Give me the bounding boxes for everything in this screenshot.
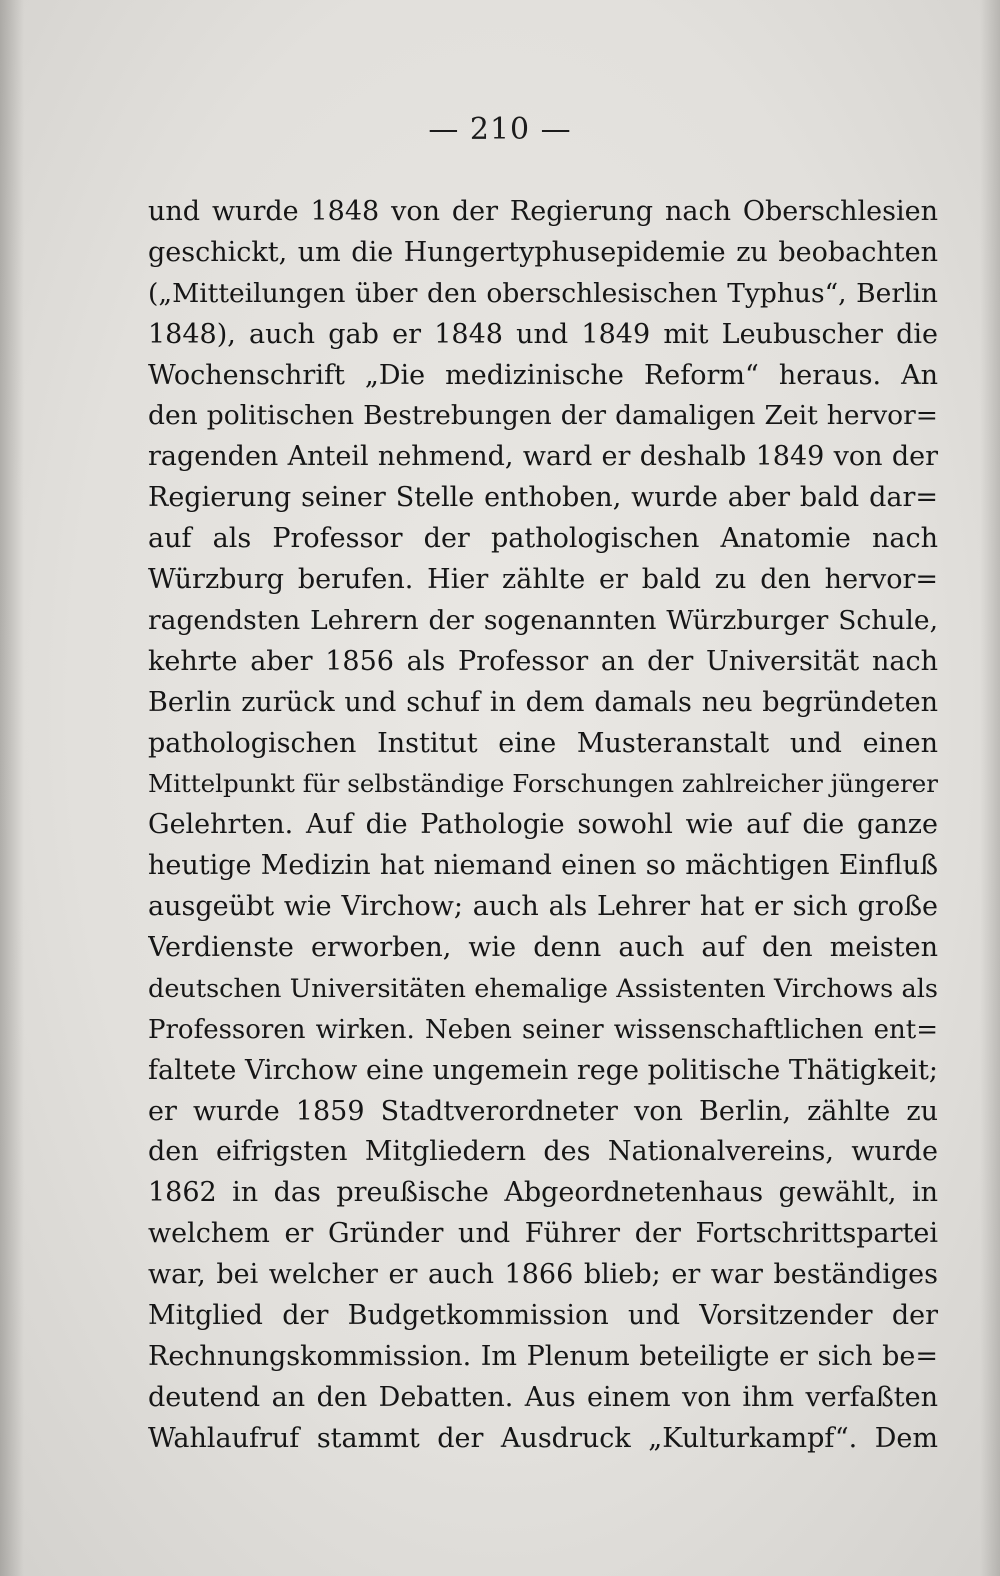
body-text — [148, 192, 938, 1460]
text-line: Rechnungskommission. Im Plenum beteiligte er sich be= — [148, 1340, 938, 1372]
text-line: 1862 in das preußische Abgeordnetenhaus gewählt, in — [148, 1177, 938, 1209]
text-line: geschickt, um die Hungertyphusepidemie zu beobachten — [148, 236, 938, 268]
text-line: faltete Virchow eine ungemein rege politische Thätigkeit; — [148, 1054, 938, 1086]
page-gutter-shadow — [0, 0, 24, 1576]
text-line: und wurde 1848 von der Regierung nach Oberschlesien — [148, 196, 938, 227]
text-line: Professoren wirken. Neben seiner wissenschaftlichen ent= — [148, 1014, 938, 1045]
text-line: („Mitteilungen über den oberschlesischen Typhus“, Berlin — [148, 277, 938, 309]
text-line: den politischen Bestrebungen der damaligen Zeit hervor= — [148, 400, 938, 432]
text-line: den eifrigsten Mitgliedern des Nationalvereins, wurde — [148, 1136, 938, 1168]
text-line: er wurde 1859 Stadtverordneter von Berlin, zählte zu — [148, 1095, 938, 1127]
page-edge-shadow — [980, 0, 1000, 1576]
page-number: — 210 — — [428, 112, 572, 147]
text-line: Wahlaufruf stammt der Ausdruck „Kulturkampf“. Dem — [148, 1422, 938, 1454]
text-line: Berlin zurück und schuf in dem damals neu begründeten — [148, 686, 938, 718]
text-line: deutend an den Debatten. Aus einem von ihm verfaßten — [148, 1381, 938, 1413]
text-line: 1848), auch gab er 1848 und 1849 mit Leubuscher die — [148, 318, 938, 350]
text-line: kehrte aber 1856 als Professor an der Universität nach — [148, 645, 938, 677]
text-line: heutige Medizin hat niemand einen so mächtigen Einfluß — [148, 850, 938, 882]
text-line: deutschen Universitäten ehemalige Assistenten Virchows als — [148, 973, 938, 1004]
text-line: Verdienste erworben, wie denn auch auf den meisten — [148, 932, 938, 964]
text-line: ragendsten Lehrern der sogenannten Würzburger Schule, — [148, 604, 938, 636]
text-line: war, bei welcher er auch 1866 blieb; er war beständiges — [148, 1259, 938, 1291]
text-line: Wochenschrift „Die medizinische Reform“ heraus. An — [148, 359, 938, 391]
text-line: Würzburg berufen. Hier zählte er bald zu den hervor= — [148, 564, 938, 596]
text-line: ausgeübt wie Virchow; auch als Lehrer hat er sich große — [148, 891, 938, 923]
text-line: Mitglied der Budgetkommission und Vorsitzender der — [148, 1300, 938, 1332]
text-line: Regierung seiner Stelle enthoben, wurde aber bald dar= — [148, 482, 938, 514]
text-line: ragenden Anteil nehmend, ward er deshalb 1849 von der — [148, 441, 938, 473]
text-line: Gelehrten. Auf die Pathologie sowohl wie auf die ganze — [148, 809, 938, 841]
text-line: welchem er Gründer und Führer der Fortschrittspartei — [148, 1218, 938, 1250]
text-line: Mittelpunkt für selbständige Forschungen zahlreicher jüngerer — [148, 769, 938, 799]
text-line: auf als Professor der pathologischen Anatomie nach — [148, 523, 938, 555]
text-line: pathologischen Institut eine Musteranstalt und einen — [148, 727, 938, 759]
